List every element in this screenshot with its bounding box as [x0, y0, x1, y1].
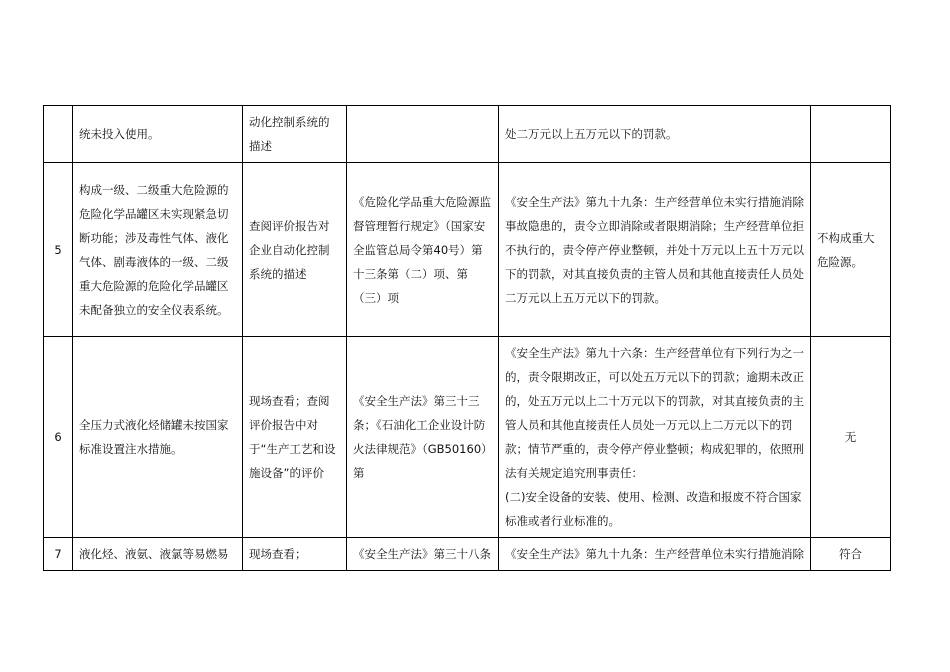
check-item: 液化烃、液氨、液氯等易燃易 — [73, 538, 243, 571]
legal-basis: 《危险化学品重大危险源监督管理暂行规定》（国家安全监管总局令第40号）第十三条第（二）项、第（三）项 — [347, 163, 499, 337]
evaluation-result: 不构成重大危险源。 — [811, 163, 891, 337]
check-item: 统未投入使用。 — [73, 106, 243, 163]
penalty-clause: 《安全生产法》第九十六条：生产经营单位有下列行为之一的，责令限期改正，可以处五万元以下的罚款；逾期未改正的，处五万元以上二十万元以下的罚款，对其直接负责的主管人员和其他直接责任人员处一万元以上二万元以下的罚款；情节严重的，责令停产停业整顿；构成犯罪的，依照刑法有关规定追究刑事责任： (二)安全设备的安装、使用、检测、改造和报废不符合国家标准或者行业标准的。 — [499, 337, 811, 538]
row-number: 5 — [44, 163, 73, 337]
penalty-clause: 《安全生产法》第九十九条：生产经营单位未实行措施消除事故隐患的，责令立即消除或者限期消除；生产经营单位拒不执行的，责令停产停业整顿，并处十万元以上五十万元以下的罚款，对其直接负责的主管人员和其他直接责任人员处二万元以上五万元以下的罚款。 — [499, 163, 811, 337]
row-number: 7 — [44, 538, 73, 571]
legal-basis: 《安全生产法》第三十八条 — [347, 538, 499, 571]
hazard-inspection-table — [43, 105, 891, 571]
row-number: 6 — [44, 337, 73, 538]
row-number — [44, 106, 73, 163]
penalty-clause: 处二万元以上五万元以下的罚款。 — [499, 106, 811, 163]
check-method: 现场查看；查阅评价报告中对于“生产工艺和设施设备”的评价 — [243, 337, 347, 538]
evaluation-result: 符合 — [811, 538, 891, 571]
check-method: 查阅评价报告对企业自动化控制系统的描述 — [243, 163, 347, 337]
check-item: 构成一级、二级重大危险源的危险化学品罐区未实现紧急切断功能；涉及毒性气体、液化气体、剧毒液体的一级、二级重大危险源的危险化学品罐区未配备独立的安全仪表系统。 — [73, 163, 243, 337]
evaluation-result: 无 — [811, 337, 891, 538]
penalty-clause: 《安全生产法》第九十九条：生产经营单位未实行措施消除 — [499, 538, 811, 571]
table-row — [44, 106, 891, 163]
table-row — [44, 538, 891, 571]
evaluation-result — [811, 106, 891, 163]
legal-basis: 《安全生产法》第三十三条；《石油化工企业设计防火法律规范》（GB50160）第 — [347, 337, 499, 538]
check-method: 动化控制系统的 描述 — [243, 106, 347, 163]
table-row — [44, 337, 891, 538]
table-row — [44, 163, 891, 337]
legal-basis — [347, 106, 499, 163]
check-method: 现场查看； — [243, 538, 347, 571]
check-item: 全压力式液化烃储罐未按国家标准设置注水措施。 — [73, 337, 243, 538]
